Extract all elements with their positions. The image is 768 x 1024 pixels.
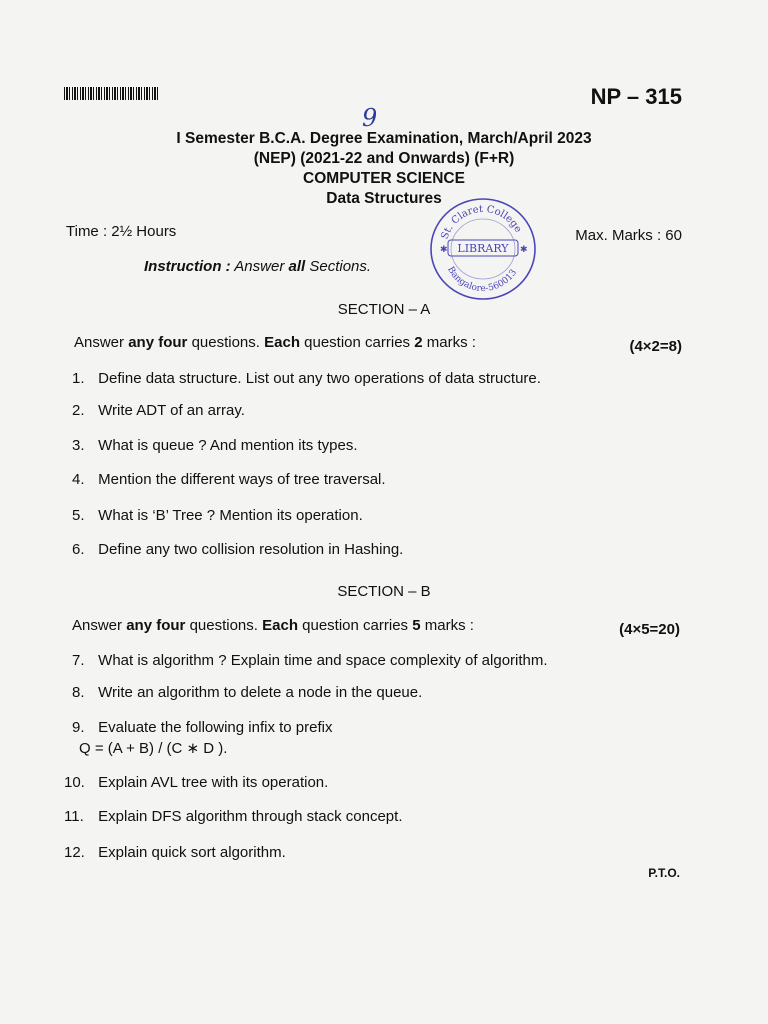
question-1: 1. Define data structure. List out any two operations of data structure. xyxy=(72,370,541,387)
paper-title: Data Structures xyxy=(326,190,442,207)
question-11: 11. Explain DFS algorithm through stack concept. xyxy=(64,808,403,825)
section-a-heading: SECTION – A xyxy=(337,301,431,318)
section-a-instruction: Answer any four questions. Each question carries 2 marks : xyxy=(74,334,476,351)
handwritten-mark: 9 xyxy=(362,104,378,132)
svg-text:✱: ✱ xyxy=(440,244,448,254)
question-4: 4. Mention the different ways of tree traversal. xyxy=(72,471,386,488)
instruction-label: Instruction : xyxy=(144,258,231,275)
question-9: 9. Evaluate the following infix to prefix xyxy=(72,719,333,736)
question-12: 12. Explain quick sort algorithm. xyxy=(64,844,286,861)
subject-title: COMPUTER SCIENCE xyxy=(303,170,465,187)
time-label: Time : 2½ Hours xyxy=(66,223,177,240)
question-10: 10. Explain AVL tree with its operation. xyxy=(64,774,329,791)
section-a-marks: (4×2=8) xyxy=(629,338,682,355)
paper-code: NP – 315 xyxy=(590,84,682,109)
stamp-top-text: St. Claret College xyxy=(439,203,524,241)
exam-scheme: (NEP) (2021-22 and Onwards) (F+R) xyxy=(253,150,515,167)
library-stamp xyxy=(428,194,538,304)
barcode-icon xyxy=(64,87,158,100)
question-9-expression: Q = (A + B) / (C ∗ D ). xyxy=(79,740,228,757)
pto-label: P.T.O. xyxy=(648,866,680,880)
instruction-text-end: Sections. xyxy=(309,258,372,275)
exam-title: I Semester B.C.A. Degree Examination, March/April 2023 xyxy=(176,130,592,147)
question-5: 5. What is ‘B’ Tree ? Mention its operation. xyxy=(72,507,363,524)
question-3: 3. What is queue ? And mention its types. xyxy=(72,437,358,454)
section-b-instruction: Answer any four questions. Each question carries 5 marks : xyxy=(72,617,474,634)
max-marks-label: Max. Marks : 60 xyxy=(575,227,682,244)
instruction xyxy=(144,258,371,275)
question-2: 2. Write ADT of an array. xyxy=(72,402,245,419)
section-b-marks: (4×5=20) xyxy=(619,621,680,638)
question-6: 6. Define any two collision resolution in Hashing. xyxy=(72,541,404,558)
question-8: 8. Write an algorithm to delete a node in the queue. xyxy=(72,684,423,701)
section-b-heading: SECTION – B xyxy=(337,583,431,600)
question-7: 7. What is algorithm ? Explain time and space complexity of algorithm. xyxy=(72,652,548,669)
instruction-text: Answer xyxy=(234,258,285,275)
instruction-bold: all xyxy=(288,258,306,275)
stamp-center-text: LIBRARY xyxy=(457,242,509,255)
stamp-bottom-text: Bangalore-560013 xyxy=(444,265,520,295)
svg-text:✱: ✱ xyxy=(520,244,528,254)
